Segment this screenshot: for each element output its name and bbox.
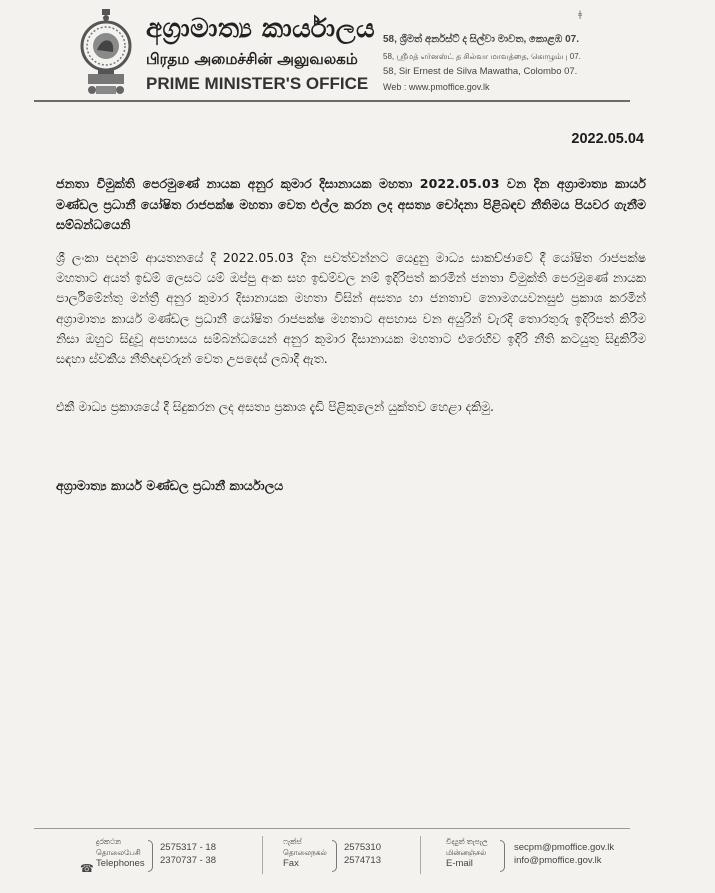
telephone-label-sinhala: දුරකථන xyxy=(96,837,122,846)
national-emblem-icon xyxy=(80,8,132,100)
telephone-numbers xyxy=(160,842,216,867)
email-label-tamil: மின்னஞ்சல் xyxy=(446,848,487,857)
fax-numbers xyxy=(344,842,381,867)
footer-separator xyxy=(420,836,421,874)
email-label-sinhala: විද්‍යුත් තැපැල xyxy=(446,837,488,846)
signature-line: අග්‍රාමාත්‍ය කාර්ය මණ්ඩල ප්‍රධානී කාර්යාලය xyxy=(56,478,284,493)
telephone-number-1: 2575317 - 18 xyxy=(160,842,216,853)
fax-brace xyxy=(332,840,337,872)
website: Web : www.pmoffice.gov.lk xyxy=(383,82,490,92)
telephone-label-english: Telephones xyxy=(96,858,145,869)
email-label-english: E-mail xyxy=(446,858,473,869)
telephone-labels xyxy=(96,836,145,869)
email-labels xyxy=(446,836,488,869)
email-brace xyxy=(500,840,505,872)
email-address-2: info@pmoffice.gov.lk xyxy=(514,854,602,866)
address-english: 58, Sir Ernest de Silva Mawatha, Colombo 07. xyxy=(383,66,578,77)
telephone-icon: ☎ xyxy=(80,862,94,875)
letter-subject: ජනතා විමුක්ති පෙරමුණේ නායක අනුර කුමාර දිසානායක මහතා 2022.05.03 වන දින අග්‍රාමාත්‍ය කාර්ය මණ්ඩල ප්‍රධානී යෝෂිත රාජපක්ෂ මහතා වෙත එල්ල කරන ලද අසත්‍ය චෝදනා පිළිබඳව නීතිමය පියවර ගැනීම සම්බන්ධයෙනි xyxy=(56,176,646,232)
address-sinhala: 58, ශ්‍රීමත් අර්නස්ට් ද සිල්වා මාවත, කොළඹ 07. xyxy=(383,34,579,45)
body-paragraph-1: ශ්‍රී ලංකා පදනම් ආයතනයේ දී 2022.05.03 දින පවත්වන්නට යෙදුනු මාධ්‍ය සාකච්ඡාවේ දී යෝෂිත රාජපක්ෂ මහතාට අයත් ඉඩම් ලෙසට යම් ඔප්පු අංක සහ ඉඩම්වල නම් ඉදිරිපත් කරමින් ජනතා විමුක්ති පෙරමුණේ නායක පාර්ලිමේන්තු මන්ත්‍රී අනුර කුමාර දිසානායක මහතා විසින් අසත්‍ය හා ජනතාව නොමගයවනසුළු ප්‍රකාශ කරමින් අග්‍රාමාත්‍ය කාර්ය මණ්ඩල ප්‍රධානී යෝෂිත රාජපක්ෂ මහතාට අපහාස වන අයුරින් වැරදි තොරතුරු ඉදිරිපත් කිරීම නිසා ඔහුට සිදුවූ අපහාසය සම්බන්ධයෙන් අනුර කුමාර දිසානායක මහතාට එරෙහිව ඉදිරි නීති කටයුතු සිදුකිරීම සඳහා ස්වකීය නීතිඥවරුන් වෙත උපදෙස් ලබාදී ඇත. xyxy=(56,250,646,367)
fax-number-1: 2575310 xyxy=(344,842,381,853)
email-address-1: secpm@pmoffice.gov.lk xyxy=(514,842,615,853)
fax-label-english: Fax xyxy=(283,858,299,869)
header-divider xyxy=(34,100,630,102)
corner-mark: ǂ xyxy=(578,10,583,20)
email-addresses xyxy=(514,842,614,867)
fax-number-2: 2574713 xyxy=(344,854,381,866)
fax-label-tamil: தொலைநகல் xyxy=(283,848,327,857)
telephone-number-2: 2370737 - 38 xyxy=(160,854,216,866)
telephone-label-tamil: தொலைபேசி xyxy=(96,848,141,857)
footer-separator xyxy=(262,836,263,874)
office-title-english: PRIME MINISTER'S OFFICE xyxy=(146,74,369,93)
office-title-tamil: பிரதம அமைச்சின் அலுவலகம் xyxy=(146,50,358,68)
fax-label-sinhala: ෆැක්ස් xyxy=(283,837,302,846)
telephone-brace xyxy=(148,840,153,872)
office-title-sinhala: අග්‍රාමාත්‍ය කාර්යාලය xyxy=(146,14,376,44)
footer-divider xyxy=(34,828,630,829)
address-tamil: 58, ஸ்ரீமத் எர்னஸ்ட் த சில்வா மாவத்தை, கொழும்பு 07. xyxy=(383,52,581,61)
fax-labels xyxy=(283,836,327,869)
letter-date: 2022.05.04 xyxy=(571,131,644,147)
body-paragraph-2: එකී මාධ්‍ය ප්‍රකාශයේ දී සිදුකරන ලද අසත්‍ය ප්‍රකාශ දැඩි පිළිකුලෙන් යුක්තව හෙළා දකිමු. xyxy=(56,399,494,414)
